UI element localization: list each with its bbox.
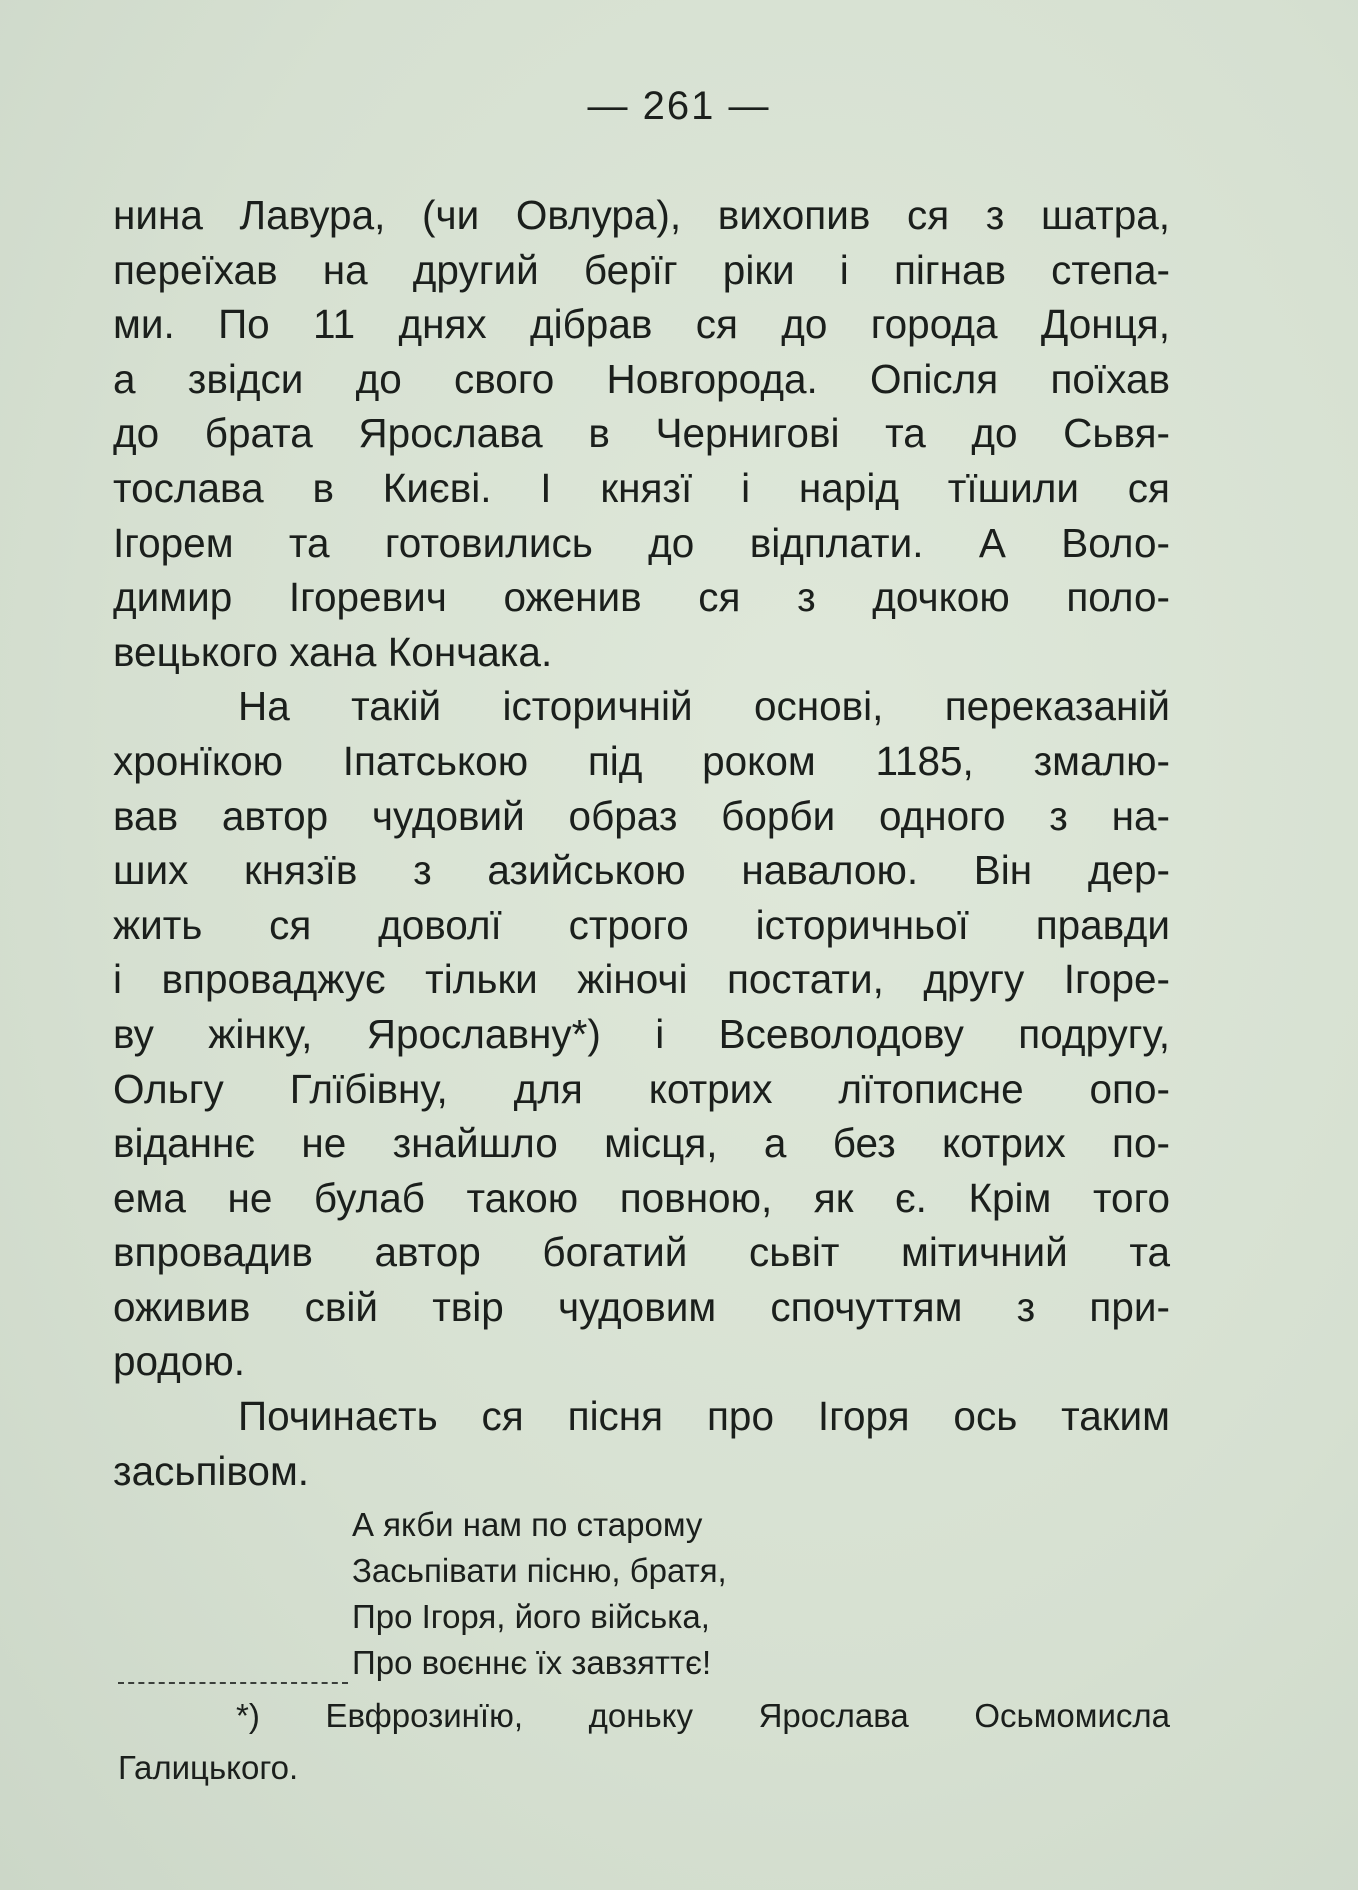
page-number: — 261 — (587, 84, 771, 128)
footnote-line: *) Евфрозинїю, доньку Ярослава Осьмомисла (236, 1697, 1170, 1734)
text-line: і впроваджує тільки жіночі постати, другу Ігоре- (113, 956, 1170, 1003)
verse-line: Про Ігоря, його війська, (352, 1598, 710, 1635)
footnote-line: Галицького. (118, 1749, 299, 1786)
text-line: Ігорем та готовились до відплати. А Воло- (113, 519, 1170, 566)
text-line: На такій історичній основі, переказаній (238, 683, 1170, 730)
text-line: ема не булаб такою повною, як є. Крім того (113, 1174, 1170, 1221)
text-line: жить ся доволї строго історичньої правди (113, 901, 1170, 948)
text-line: переїхав на другий берїг ріки і пігнав степа- (113, 246, 1170, 293)
text-line: Починаєть ся пісня про Ігоря ось таким (238, 1393, 1170, 1440)
verse-line: Засьпівати пісню, братя, (352, 1552, 727, 1589)
verse-quote (352, 1502, 727, 1686)
text-line: нина Лавура, (чи Овлура), вихопив ся з шатра, (113, 192, 1170, 238)
text-line: вав автор чудовий образ борби одного з на- (113, 792, 1170, 839)
text-line: впровадив автор богатий сьвіт мітичний та (113, 1229, 1170, 1276)
text-line: засьпівом. (113, 1447, 310, 1494)
text-line: родою. (113, 1338, 245, 1385)
footnote-separator (118, 1682, 348, 1684)
text-line: тослава в Києві. І князї і нарід тїшили ся (113, 464, 1170, 511)
verse-line: Про воєннє їх завзяттє! (352, 1644, 712, 1681)
text-line: Ольгу Глїбівну, для котрих лїтописне опо- (113, 1065, 1170, 1112)
text-line: до брата Ярослава в Чернигові та до Сьвя- (113, 410, 1170, 457)
text-line: хронїкою Іпатською під роком 1185, змалю- (113, 737, 1170, 784)
text-line: ву жінку, Ярославну*) і Всеволодову подругу, (113, 1010, 1170, 1057)
text-line: а звідси до свого Новгорода. Опісля поїхав (113, 355, 1170, 402)
text-line: оживив свій твір чудовим спочуттям з при- (113, 1283, 1170, 1330)
text-line: вецького хана Кончака. (113, 628, 553, 675)
body-text (113, 188, 1170, 1498)
text-line: віданнє не знайшло місця, а без котрих по- (113, 1120, 1170, 1167)
footnote (118, 1690, 1170, 1794)
text-line: ших князїв з азийською навалою. Він дер- (113, 847, 1170, 894)
verse-line: А якби нам по старому (352, 1506, 703, 1543)
text-line: димир Ігоревич оженив ся з дочкою поло- (113, 574, 1170, 621)
text-line: ми. По 11 днях дібрав ся до города Донця, (113, 301, 1170, 348)
